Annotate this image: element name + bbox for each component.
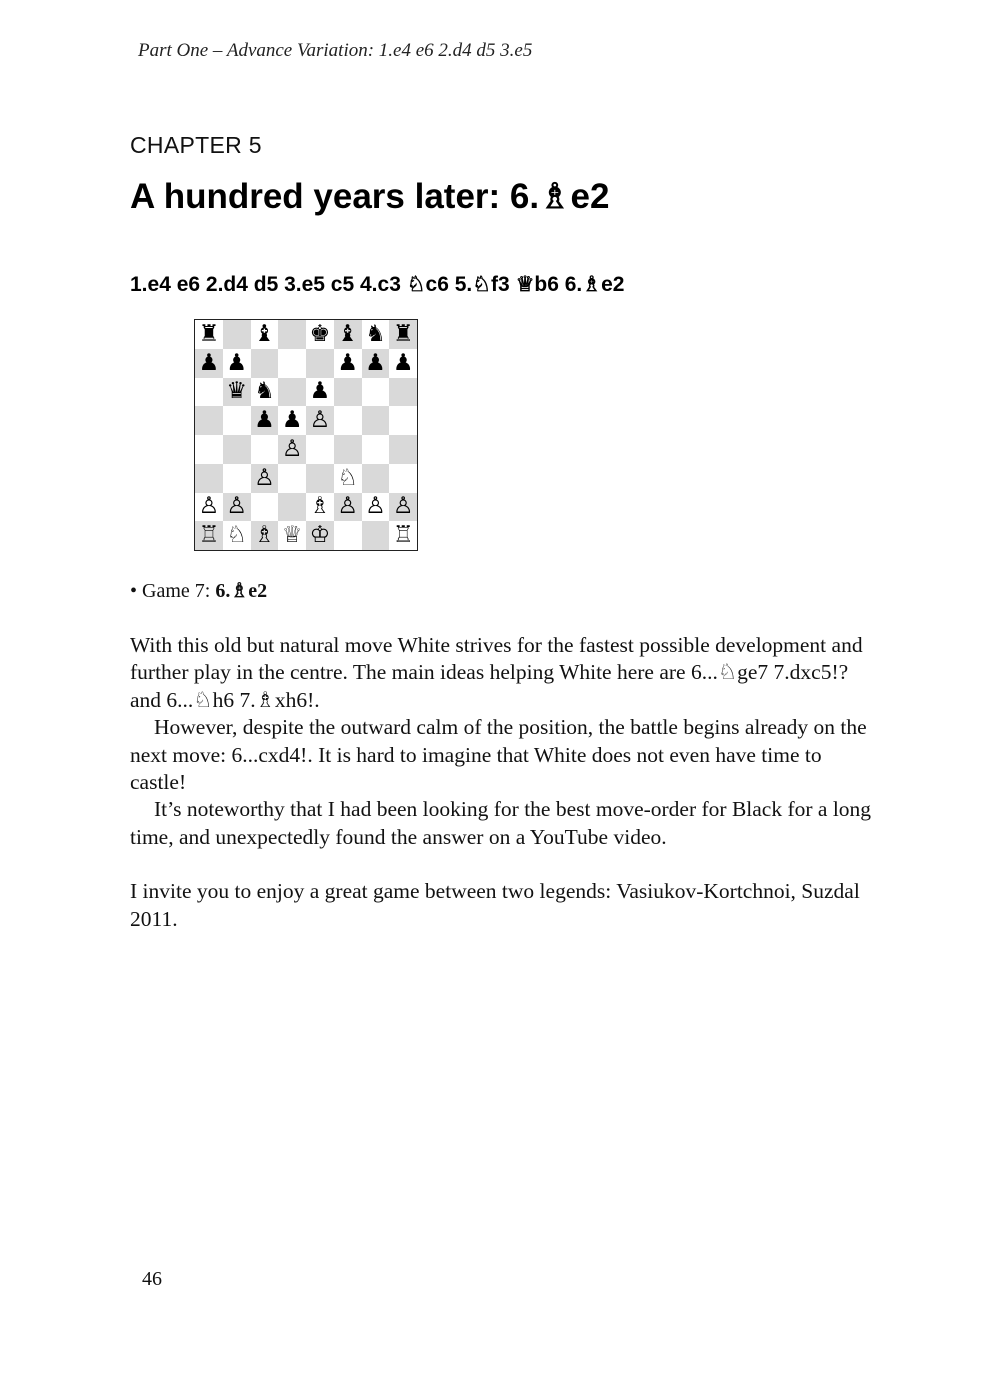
board-square — [362, 435, 390, 464]
board-square — [223, 320, 251, 349]
board-square — [278, 464, 306, 493]
board-square — [223, 464, 251, 493]
board-square — [362, 406, 390, 435]
board-square — [195, 378, 223, 407]
page-number: 46 — [142, 1268, 162, 1290]
paragraph: It’s noteworthy that I had been looking for the best move-order for Black for a long time, and unexpectedly found the answer on a YouTube video. — [130, 797, 872, 849]
paragraph: However, despite the outward calm of the position, the battle begins already on the next move: 6...cxd4!. It is hard to imagine that White does not even have time to castle! — [130, 715, 867, 795]
game-move: 6.♗e2 — [215, 580, 268, 602]
board-square — [223, 435, 251, 464]
board-square: ♜ — [195, 320, 223, 349]
board-square — [278, 378, 306, 407]
board-square: ♟ — [389, 349, 417, 378]
board-square: ♟ — [223, 349, 251, 378]
board-square: ♙ — [195, 493, 223, 522]
board-square: ♗ — [306, 493, 334, 522]
board-square — [195, 406, 223, 435]
opening-moves: 1.e4 e6 2.d4 d5 3.e5 c5 4.c3 ♘c6 5.♘f3 ♕b6 6.♗e2 — [130, 273, 625, 296]
chapter-title: A hundred years later: 6.♗e2 — [130, 177, 610, 216]
board-square: ♘ — [223, 521, 251, 550]
board-square: ♖ — [195, 521, 223, 550]
board-square: ♟ — [195, 349, 223, 378]
board-square: ♔ — [306, 521, 334, 550]
paragraph: With this old but natural move White strives for the fastest possible development and further play in the centre. The main ideas helping White here are 6...♘ge7 7.dxc5!? and 6...♘h6 7.♗xh6!. — [130, 633, 863, 712]
board-square — [195, 435, 223, 464]
board-square — [334, 406, 362, 435]
board-square: ♚ — [306, 320, 334, 349]
board-square: ♘ — [334, 464, 362, 493]
running-head: Part One – Advance Variation: 1.e4 e6 2.d4 d5 3.e5 — [138, 40, 533, 61]
board-square: ♜ — [389, 320, 417, 349]
board-square — [389, 378, 417, 407]
board-square — [389, 435, 417, 464]
board-square — [195, 464, 223, 493]
board-square — [251, 493, 279, 522]
board-square: ♖ — [389, 521, 417, 550]
board-square — [278, 493, 306, 522]
board-square: ♕ — [278, 521, 306, 550]
bullet: • — [130, 580, 138, 602]
game-label: Game 7: — [142, 580, 211, 602]
board-square — [334, 435, 362, 464]
paragraph: I invite you to enjoy a great game between two legends: Vasiukov-Kortchnoi, Suzdal 2011. — [130, 879, 860, 931]
game-reference — [130, 578, 267, 603]
board-square — [306, 435, 334, 464]
board-square: ♙ — [362, 493, 390, 522]
board-square — [334, 521, 362, 550]
board-square: ♗ — [251, 521, 279, 550]
board-square — [251, 435, 279, 464]
board-square — [362, 378, 390, 407]
board-square: ♛ — [223, 378, 251, 407]
board-square: ♟ — [334, 349, 362, 378]
board-square: ♟ — [362, 349, 390, 378]
board-square — [223, 406, 251, 435]
board-square: ♙ — [306, 406, 334, 435]
board-square: ♞ — [251, 378, 279, 407]
board-square: ♝ — [334, 320, 362, 349]
board-square: ♙ — [334, 493, 362, 522]
board-square: ♟ — [251, 406, 279, 435]
board-square — [362, 464, 390, 493]
chess-diagram — [194, 319, 418, 551]
board-square — [278, 349, 306, 378]
board-square — [306, 464, 334, 493]
board-square — [334, 378, 362, 407]
board-square: ♞ — [362, 320, 390, 349]
board-square — [362, 521, 390, 550]
board-square: ♙ — [278, 435, 306, 464]
body-text — [130, 632, 875, 933]
board-square: ♙ — [389, 493, 417, 522]
board-square: ♟ — [306, 378, 334, 407]
board-square — [389, 464, 417, 493]
board-square — [278, 320, 306, 349]
board-square: ♙ — [251, 464, 279, 493]
board-square — [306, 349, 334, 378]
board-square — [389, 406, 417, 435]
chapter-label: CHAPTER 5 — [130, 132, 262, 158]
board-square — [251, 349, 279, 378]
board-square: ♟ — [278, 406, 306, 435]
board-square: ♝ — [251, 320, 279, 349]
board-square: ♙ — [223, 493, 251, 522]
